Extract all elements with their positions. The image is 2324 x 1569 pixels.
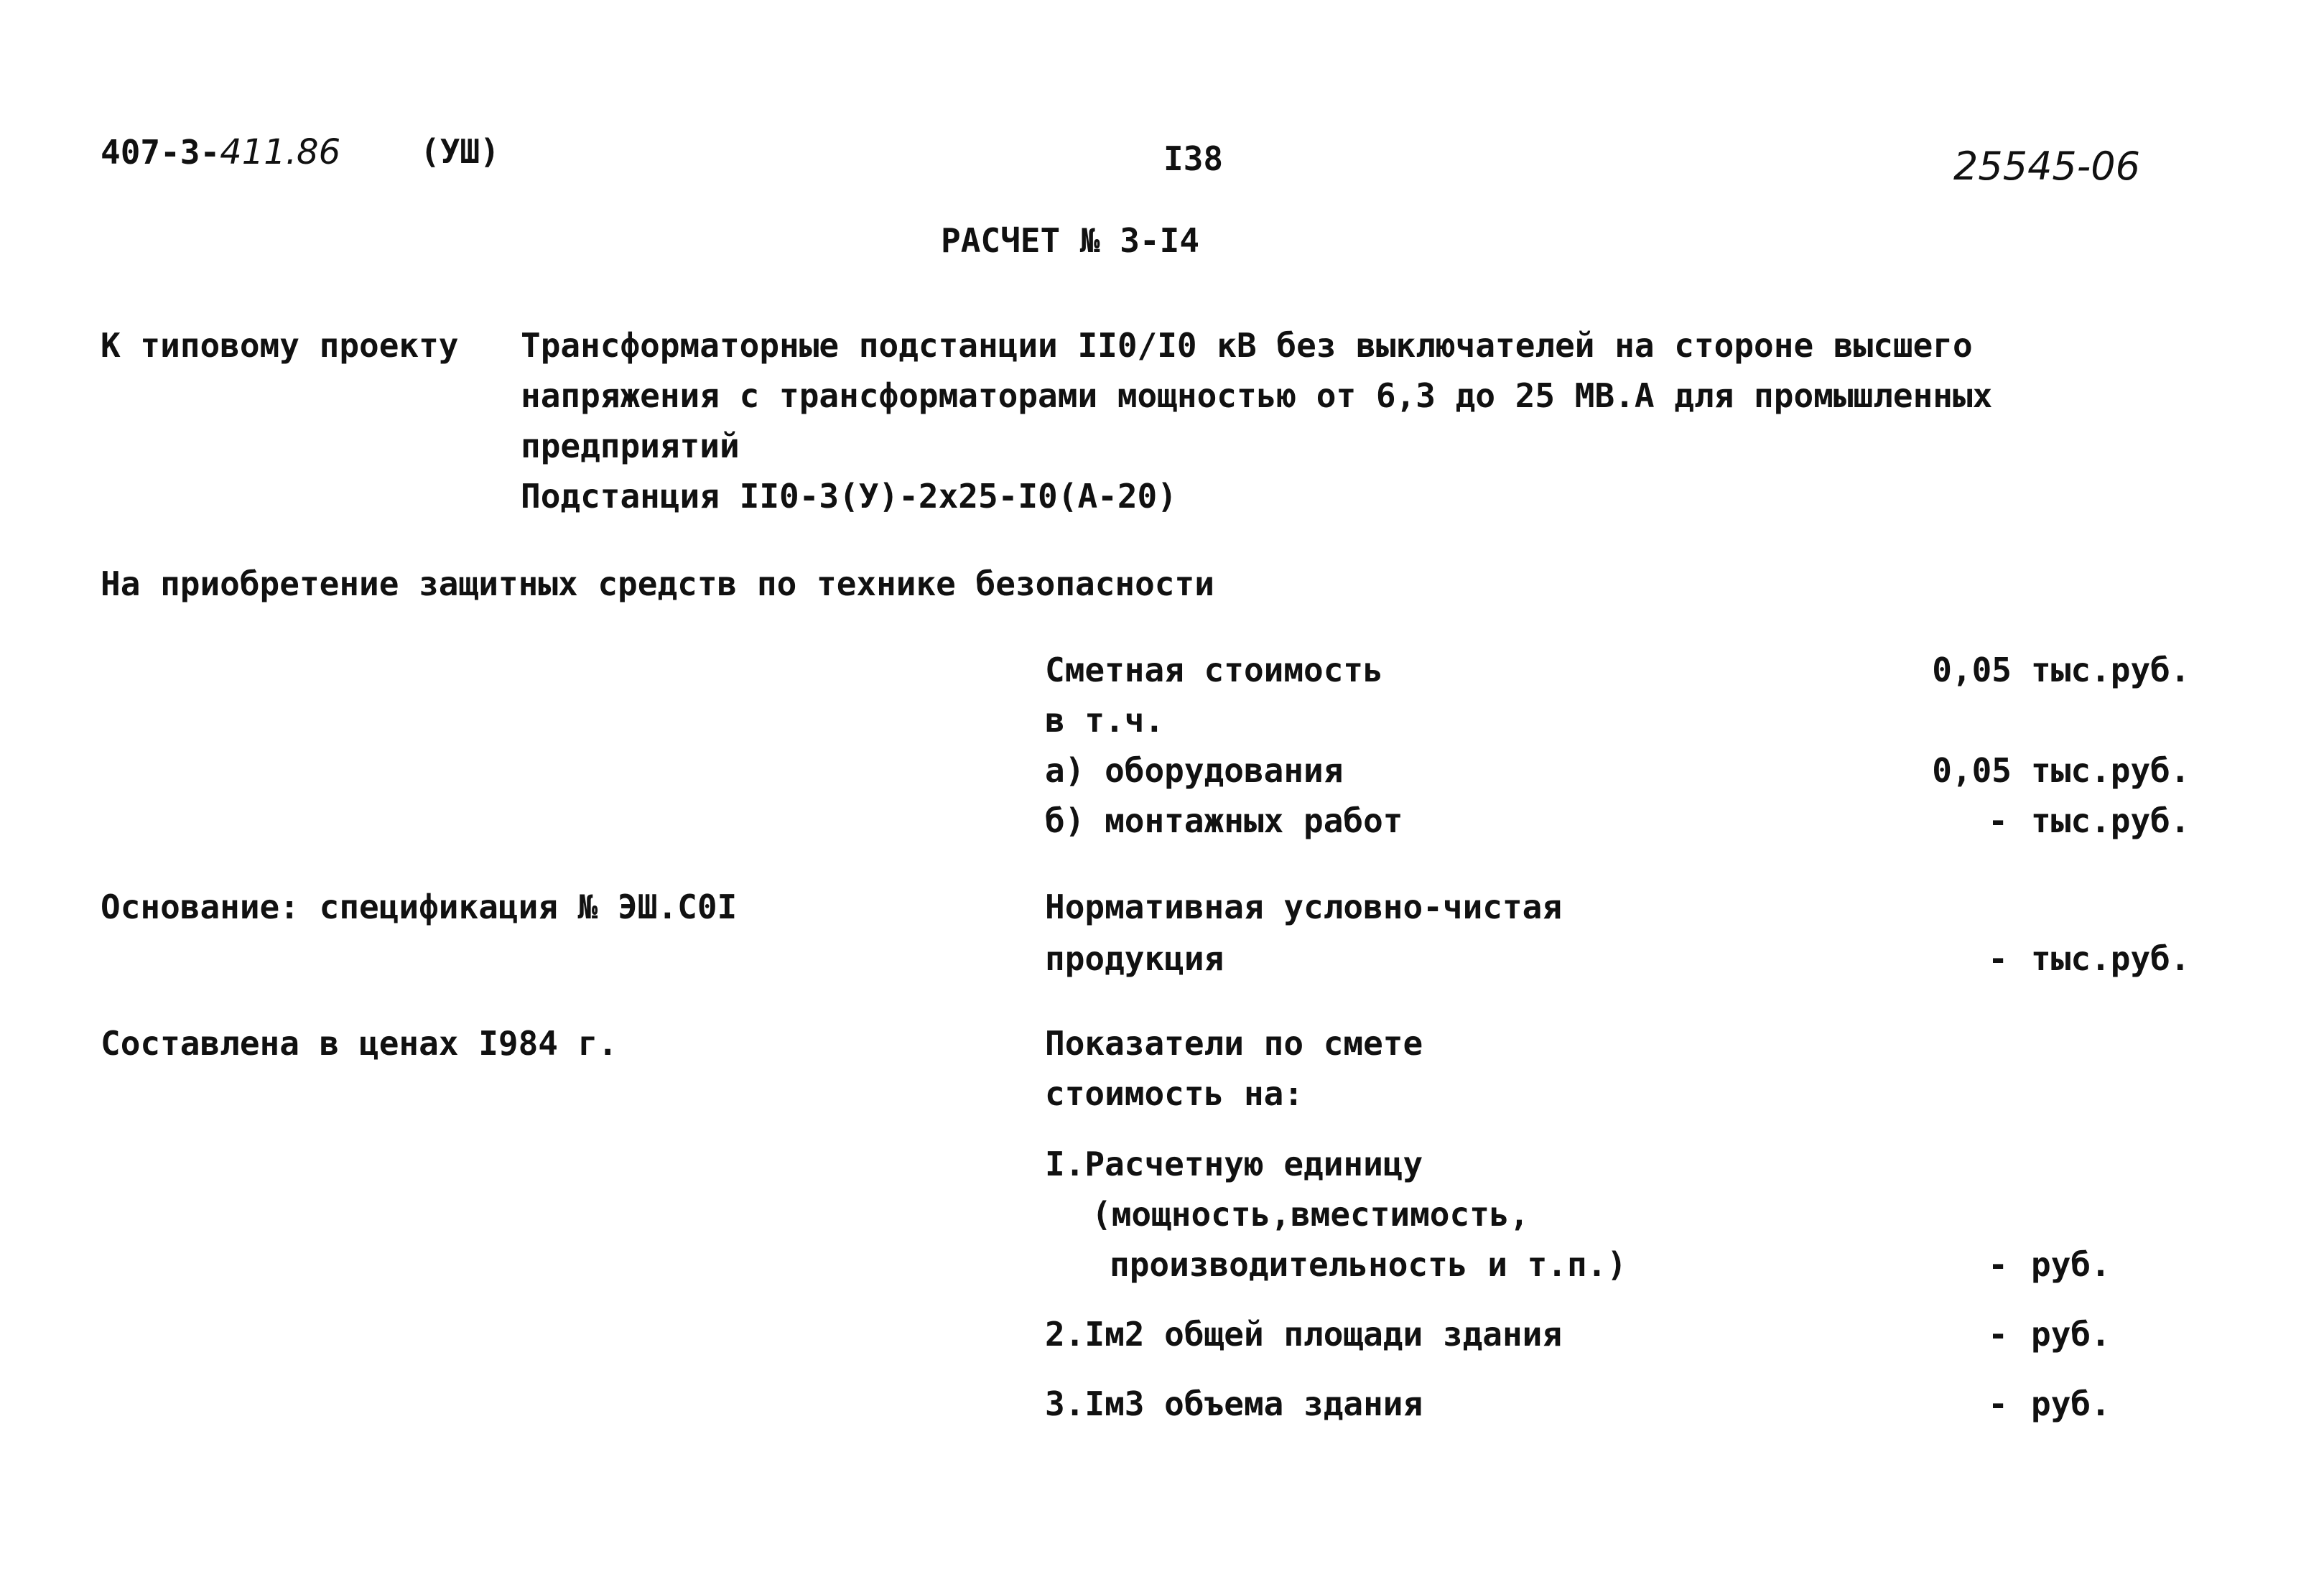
document-title: РАСЧЕТ № 3-I4 (941, 221, 1200, 260)
project-line-4: Подстанция II0-3(У)-2х25-I0(А-20) (521, 477, 1177, 516)
indicator-item3-label: 3.Iм3 объема здания (1045, 1384, 1423, 1423)
indicator-item2-unit: руб. (2031, 1315, 2111, 1354)
normative-unit: тыс.руб. (2031, 939, 2190, 978)
prices-line: Составлена в ценах I984 г. (101, 1024, 618, 1063)
equipment-label: а) оборудования (1045, 751, 1344, 790)
document-code-handwritten: 411.86 (220, 132, 341, 172)
page-number: I38 (1163, 139, 1224, 178)
project-line-2: напряжения с трансформаторами мощностью от 6,3 до 25 МВ.А для промышленных (521, 376, 1993, 415)
indicators-line-2: стоимость на: (1045, 1074, 1304, 1113)
project-line-1: Трансформаторные подстанции II0/I0 кВ без выключателей на стороне высшего (521, 326, 1973, 365)
inventory-number: 25545-06 (1953, 144, 2140, 189)
purpose-line: На приобретение защитных средств по технике безопасности (101, 564, 1214, 603)
indicator-item2-label: 2.Iм2 общей площади здания (1045, 1315, 1563, 1354)
including-label: в т.ч. (1045, 701, 1165, 740)
indicator-item3-value: - (1988, 1384, 2008, 1423)
project-line-3: предприятий (521, 427, 740, 465)
indicator-item1-unit: руб. (2031, 1245, 2111, 1284)
equipment-unit: тыс.руб. (2031, 751, 2190, 790)
estimated-cost-label: Сметная стоимость (1045, 651, 1383, 689)
normative-line-2: продукция (1045, 939, 1224, 978)
installation-unit: тыс.руб. (2031, 801, 2190, 840)
project-label: К типовому проекту (101, 326, 459, 365)
basis-line: Основание: спецификация № ЭШ.С0I (101, 888, 738, 926)
installation-label: б) монтажных работ (1045, 801, 1403, 840)
equipment-value: 0,05 (1932, 751, 2012, 790)
album-number: (УШ) (420, 132, 500, 171)
document-code (101, 132, 341, 172)
indicator-item1-line-2: (мощность,вместимость, (1092, 1195, 1530, 1234)
indicators-line-1: Показатели по смете (1045, 1024, 1423, 1063)
indicator-item1-value: - (1988, 1245, 2008, 1284)
normative-value: - (1988, 939, 2008, 978)
document-code-printed: 407-3- (101, 133, 220, 172)
normative-line-1: Нормативная условно-чистая (1045, 888, 1563, 926)
indicator-item2-value: - (1988, 1315, 2008, 1354)
estimated-cost-value: 0,05 (1932, 651, 2012, 689)
indicator-item3-unit: руб. (2031, 1384, 2111, 1423)
estimated-cost-unit: тыс.руб. (2031, 651, 2190, 689)
indicator-item1-line-3: производительность и т.п.) (1110, 1245, 1627, 1284)
indicator-item1-line-1: I.Расчетную единицу (1045, 1145, 1423, 1183)
installation-value: - (1988, 801, 2008, 840)
